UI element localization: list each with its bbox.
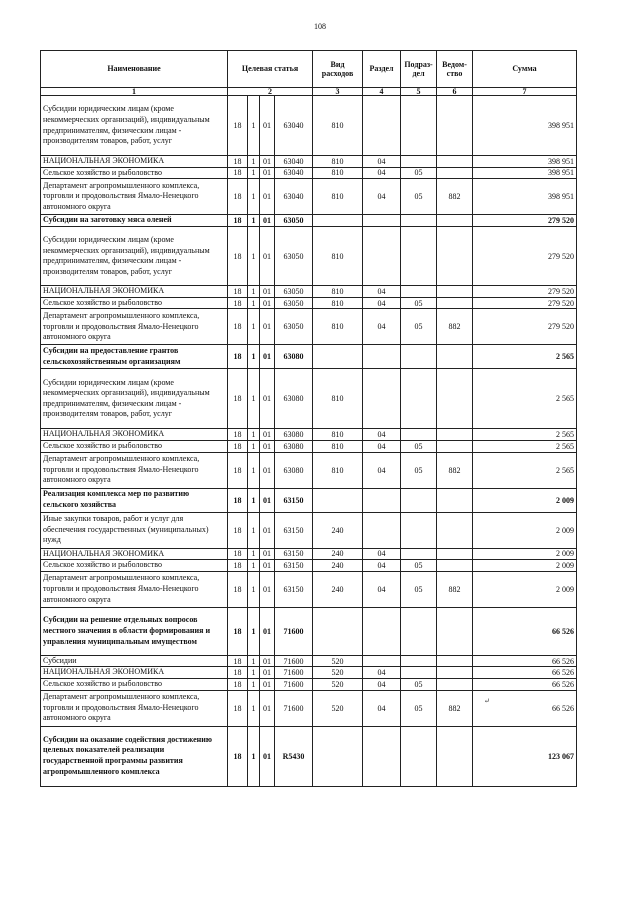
- section-cell: 04: [363, 440, 401, 452]
- target-code-subprogram: 1: [248, 607, 260, 655]
- target-code-subprogram: 1: [248, 452, 260, 488]
- target-code-event: 01: [260, 548, 275, 560]
- target-code-direction: 63040: [275, 179, 313, 215]
- row-name: Сельское хозяйство и рыболовство: [41, 167, 228, 179]
- section-cell: [363, 488, 401, 512]
- department-cell: [437, 440, 473, 452]
- row-name: НАЦИОНАЛЬНАЯ ЭКОНОМИКА: [41, 548, 228, 560]
- target-code-direction: 63080: [275, 452, 313, 488]
- target-code-program: 18: [228, 345, 248, 369]
- target-code-event: 01: [260, 429, 275, 441]
- target-code-direction: 71600: [275, 655, 313, 667]
- table-row: [41, 512, 577, 548]
- target-code-direction: 63150: [275, 488, 313, 512]
- target-code-direction: 63080: [275, 345, 313, 369]
- sum-cell: 2 565: [473, 369, 577, 429]
- sum-cell: 66 526: [473, 667, 577, 679]
- target-code-direction: 63150: [275, 560, 313, 572]
- page-number: 108: [314, 22, 326, 31]
- scan-mark: ↵: [484, 697, 490, 705]
- department-cell: [437, 667, 473, 679]
- target-code-subprogram: 1: [248, 571, 260, 607]
- expense-type-cell: 520: [313, 667, 363, 679]
- row-name: Департамент агропромышленного комплекса, торговли и продовольствия Ямало-Ненецкого автономного округа: [41, 690, 228, 726]
- row-name: Департамент агропромышленного комплекса, торговли и продовольствия Ямало-Ненецкого автономного округа: [41, 179, 228, 215]
- target-code-program: 18: [228, 286, 248, 298]
- section-cell: 04: [363, 167, 401, 179]
- row-name: НАЦИОНАЛЬНАЯ ЭКОНОМИКА: [41, 286, 228, 298]
- expense-type-cell: 520: [313, 690, 363, 726]
- row-name: Субсидии на решение отдельных вопросов местного значения в области формирования и управления муниципальным имуществом: [41, 607, 228, 655]
- section-cell: 04: [363, 156, 401, 168]
- expense-type-cell: [313, 345, 363, 369]
- target-code-direction: 63050: [275, 309, 313, 345]
- table-row: [41, 690, 577, 726]
- table-row: [41, 215, 577, 227]
- header-expense-type: Вид расходов: [313, 51, 363, 88]
- department-cell: [437, 726, 473, 786]
- section-cell: [363, 227, 401, 286]
- expense-type-cell: 810: [313, 156, 363, 168]
- sum-cell: 66 526: [473, 678, 577, 690]
- header-name: Наименование: [41, 51, 228, 88]
- section-cell: [363, 345, 401, 369]
- column-number: 5: [401, 88, 437, 96]
- department-cell: 882: [437, 690, 473, 726]
- subsection-cell: 05: [401, 440, 437, 452]
- sum-cell: 66 526: [473, 690, 577, 726]
- target-code-direction: 71600: [275, 678, 313, 690]
- row-name: Сельское хозяйство и рыболовство: [41, 440, 228, 452]
- department-cell: [437, 429, 473, 441]
- target-code-direction: 63080: [275, 369, 313, 429]
- target-code-subprogram: 1: [248, 690, 260, 726]
- table-row: [41, 96, 577, 156]
- target-code-subprogram: 1: [248, 726, 260, 786]
- expense-type-cell: 520: [313, 678, 363, 690]
- target-code-event: 01: [260, 179, 275, 215]
- subsection-cell: [401, 345, 437, 369]
- section-cell: [363, 655, 401, 667]
- department-cell: 882: [437, 309, 473, 345]
- sum-cell: 398 951: [473, 167, 577, 179]
- sum-cell: 2 009: [473, 560, 577, 572]
- expense-type-cell: 810: [313, 429, 363, 441]
- subsection-cell: [401, 667, 437, 679]
- sum-cell: 279 520: [473, 297, 577, 309]
- column-number: 6: [437, 88, 473, 96]
- subsection-cell: 05: [401, 179, 437, 215]
- target-code-event: 01: [260, 726, 275, 786]
- department-cell: 882: [437, 571, 473, 607]
- table-row: [41, 167, 577, 179]
- row-name: Субсидии на оказание содействия достижению целевых показателей реализации государственной программы развития агропромышленного комплекса: [41, 726, 228, 786]
- target-code-program: 18: [228, 227, 248, 286]
- subsection-cell: 05: [401, 297, 437, 309]
- target-code-event: 01: [260, 512, 275, 548]
- target-code-direction: 63040: [275, 156, 313, 168]
- table-row: [41, 440, 577, 452]
- section-cell: 04: [363, 667, 401, 679]
- row-name: НАЦИОНАЛЬНАЯ ЭКОНОМИКА: [41, 667, 228, 679]
- expense-type-cell: 810: [313, 96, 363, 156]
- subsection-cell: 05: [401, 678, 437, 690]
- target-code-event: 01: [260, 345, 275, 369]
- table-row: [41, 607, 577, 655]
- sum-cell: 2 565: [473, 429, 577, 441]
- budget-table: [40, 50, 577, 787]
- target-code-event: 01: [260, 678, 275, 690]
- subsection-cell: 05: [401, 571, 437, 607]
- column-number-row: [41, 88, 577, 96]
- table-row: [41, 667, 577, 679]
- sum-cell: 2 009: [473, 512, 577, 548]
- sum-cell: 66 526: [473, 607, 577, 655]
- department-cell: [437, 297, 473, 309]
- table-row: [41, 286, 577, 298]
- target-code-event: 01: [260, 607, 275, 655]
- header-department: Ведом-ство: [437, 51, 473, 88]
- target-code-program: 18: [228, 156, 248, 168]
- department-cell: [437, 655, 473, 667]
- subsection-cell: [401, 215, 437, 227]
- target-code-program: 18: [228, 488, 248, 512]
- section-cell: 04: [363, 548, 401, 560]
- table-row: [41, 429, 577, 441]
- target-code-event: 01: [260, 286, 275, 298]
- target-code-program: 18: [228, 440, 248, 452]
- subsection-cell: 05: [401, 167, 437, 179]
- target-code-subprogram: 1: [248, 227, 260, 286]
- column-number: 2: [228, 88, 313, 96]
- column-number: 3: [313, 88, 363, 96]
- table-row: [41, 548, 577, 560]
- target-code-program: 18: [228, 655, 248, 667]
- section-cell: 04: [363, 297, 401, 309]
- sum-cell: 66 526: [473, 655, 577, 667]
- expense-type-cell: [313, 607, 363, 655]
- row-name: Субсидии на предоставление грантов сельскохозяйственным организациям: [41, 345, 228, 369]
- target-code-event: 01: [260, 667, 275, 679]
- table-row: [41, 369, 577, 429]
- subsection-cell: [401, 488, 437, 512]
- target-code-program: 18: [228, 690, 248, 726]
- expense-type-cell: 810: [313, 440, 363, 452]
- target-code-direction: 71600: [275, 667, 313, 679]
- expense-type-cell: 810: [313, 227, 363, 286]
- table-row: [41, 345, 577, 369]
- target-code-subprogram: 1: [248, 297, 260, 309]
- department-cell: [437, 215, 473, 227]
- section-cell: 04: [363, 560, 401, 572]
- target-code-subprogram: 1: [248, 309, 260, 345]
- subsection-cell: [401, 548, 437, 560]
- sum-cell: 279 520: [473, 215, 577, 227]
- header-sum: Сумма: [473, 51, 577, 88]
- target-code-subprogram: 1: [248, 678, 260, 690]
- sum-cell: 123 067: [473, 726, 577, 786]
- target-code-subprogram: 1: [248, 488, 260, 512]
- target-code-direction: 63040: [275, 96, 313, 156]
- subsection-cell: [401, 286, 437, 298]
- section-cell: 04: [363, 452, 401, 488]
- expense-type-cell: 520: [313, 655, 363, 667]
- target-code-subprogram: 1: [248, 655, 260, 667]
- table-row: [41, 560, 577, 572]
- section-cell: 04: [363, 286, 401, 298]
- sum-cell: 2 009: [473, 488, 577, 512]
- section-cell: [363, 369, 401, 429]
- target-code-direction: 63050: [275, 227, 313, 286]
- department-cell: [437, 227, 473, 286]
- expense-type-cell: 240: [313, 560, 363, 572]
- target-code-program: 18: [228, 560, 248, 572]
- department-cell: [437, 607, 473, 655]
- sum-cell: 279 520: [473, 309, 577, 345]
- expense-type-cell: 810: [313, 297, 363, 309]
- target-code-event: 01: [260, 167, 275, 179]
- table-row: [41, 179, 577, 215]
- target-code-program: 18: [228, 512, 248, 548]
- target-code-program: 18: [228, 548, 248, 560]
- target-code-subprogram: 1: [248, 440, 260, 452]
- row-name: Сельское хозяйство и рыболовство: [41, 678, 228, 690]
- target-code-direction: 63040: [275, 167, 313, 179]
- section-cell: 04: [363, 678, 401, 690]
- section-cell: [363, 512, 401, 548]
- expense-type-cell: 240: [313, 548, 363, 560]
- target-code-direction: 63150: [275, 571, 313, 607]
- subsection-cell: [401, 726, 437, 786]
- target-code-event: 01: [260, 452, 275, 488]
- row-name: Реализация комплекса мер по развитию сельского хозяйства: [41, 488, 228, 512]
- target-code-event: 01: [260, 690, 275, 726]
- target-code-event: 01: [260, 488, 275, 512]
- target-code-event: 01: [260, 297, 275, 309]
- target-code-direction: 63150: [275, 512, 313, 548]
- department-cell: [437, 345, 473, 369]
- expense-type-cell: 810: [313, 309, 363, 345]
- row-name: НАЦИОНАЛЬНАЯ ЭКОНОМИКА: [41, 156, 228, 168]
- table-header-row: [41, 51, 577, 88]
- target-code-program: 18: [228, 571, 248, 607]
- expense-type-cell: [313, 726, 363, 786]
- row-name: Департамент агропромышленного комплекса, торговли и продовольствия Ямало-Ненецкого автономного округа: [41, 452, 228, 488]
- section-cell: 04: [363, 429, 401, 441]
- department-cell: [437, 286, 473, 298]
- subsection-cell: [401, 655, 437, 667]
- target-code-event: 01: [260, 156, 275, 168]
- target-code-subprogram: 1: [248, 345, 260, 369]
- expense-type-cell: 810: [313, 286, 363, 298]
- table-row: [41, 156, 577, 168]
- table-row: [41, 488, 577, 512]
- target-code-event: 01: [260, 560, 275, 572]
- target-code-direction: 63080: [275, 429, 313, 441]
- department-cell: [437, 512, 473, 548]
- section-cell: 04: [363, 690, 401, 726]
- expense-type-cell: [313, 215, 363, 227]
- department-cell: [437, 369, 473, 429]
- subsection-cell: [401, 156, 437, 168]
- column-number: 7: [473, 88, 577, 96]
- target-code-subprogram: 1: [248, 512, 260, 548]
- section-cell: [363, 215, 401, 227]
- department-cell: [437, 560, 473, 572]
- department-cell: 882: [437, 179, 473, 215]
- table-row: [41, 726, 577, 786]
- department-cell: [437, 156, 473, 168]
- section-cell: [363, 607, 401, 655]
- target-code-program: 18: [228, 96, 248, 156]
- sum-cell: 279 520: [473, 227, 577, 286]
- sum-cell: 398 951: [473, 179, 577, 215]
- target-code-program: 18: [228, 726, 248, 786]
- target-code-program: 18: [228, 167, 248, 179]
- table-row: [41, 297, 577, 309]
- sum-cell: 2 009: [473, 571, 577, 607]
- row-name: Департамент агропромышленного комплекса, торговли и продовольствия Ямало-Ненецкого автономного округа: [41, 309, 228, 345]
- subsection-cell: [401, 429, 437, 441]
- expense-type-cell: 810: [313, 179, 363, 215]
- subsection-cell: 05: [401, 452, 437, 488]
- subsection-cell: 05: [401, 690, 437, 726]
- target-code-direction: 63080: [275, 440, 313, 452]
- column-number: 1: [41, 88, 228, 96]
- target-code-subprogram: 1: [248, 667, 260, 679]
- row-name: Сельское хозяйство и рыболовство: [41, 560, 228, 572]
- target-code-program: 18: [228, 429, 248, 441]
- table-row: [41, 227, 577, 286]
- target-code-program: 18: [228, 297, 248, 309]
- row-name: Субсидии юридическим лицам (кроме некоммерческих организаций), индивидуальным предпринимателям, физическим лицам - производителям товаров, работ, услуг: [41, 369, 228, 429]
- row-name: Субсидии юридическим лицам (кроме некоммерческих организаций), индивидуальным предпринимателям, физическим лицам - производителям товаров, работ, услуг: [41, 227, 228, 286]
- target-code-event: 01: [260, 655, 275, 667]
- target-code-subprogram: 1: [248, 369, 260, 429]
- department-cell: 882: [437, 452, 473, 488]
- target-code-direction: 71600: [275, 607, 313, 655]
- row-name: Иные закупки товаров, работ и услуг для обеспечения государственных (муниципальных) нужд: [41, 512, 228, 548]
- row-name: Субсидии юридическим лицам (кроме некоммерческих организаций), индивидуальным предпринимателям, физическим лицам - производителям товаров, работ, услуг: [41, 96, 228, 156]
- target-code-program: 18: [228, 309, 248, 345]
- target-code-direction: 63150: [275, 548, 313, 560]
- target-code-event: 01: [260, 571, 275, 607]
- header-target-article: Целевая статья: [228, 51, 313, 88]
- column-number: 4: [363, 88, 401, 96]
- row-name: Субсидии на заготовку мяса оленей: [41, 215, 228, 227]
- table-body: [41, 96, 577, 787]
- subsection-cell: [401, 227, 437, 286]
- sum-cell: 279 520: [473, 286, 577, 298]
- sum-cell: 2 565: [473, 452, 577, 488]
- target-code-direction: R5430: [275, 726, 313, 786]
- section-cell: 04: [363, 571, 401, 607]
- target-code-subprogram: 1: [248, 156, 260, 168]
- department-cell: [437, 167, 473, 179]
- target-code-direction: 63050: [275, 215, 313, 227]
- target-code-subprogram: 1: [248, 215, 260, 227]
- subsection-cell: 05: [401, 560, 437, 572]
- target-code-program: 18: [228, 452, 248, 488]
- target-code-program: 18: [228, 179, 248, 215]
- expense-type-cell: 810: [313, 369, 363, 429]
- target-code-subprogram: 1: [248, 179, 260, 215]
- target-code-direction: 63050: [275, 286, 313, 298]
- target-code-subprogram: 1: [248, 429, 260, 441]
- target-code-subprogram: 1: [248, 548, 260, 560]
- sum-cell: 2 009: [473, 548, 577, 560]
- expense-type-cell: 810: [313, 167, 363, 179]
- row-name: Сельское хозяйство и рыболовство: [41, 297, 228, 309]
- target-code-event: 01: [260, 227, 275, 286]
- target-code-direction: 63050: [275, 297, 313, 309]
- target-code-subprogram: 1: [248, 167, 260, 179]
- target-code-program: 18: [228, 678, 248, 690]
- department-cell: [437, 678, 473, 690]
- expense-type-cell: 240: [313, 512, 363, 548]
- row-name: НАЦИОНАЛЬНАЯ ЭКОНОМИКА: [41, 429, 228, 441]
- subsection-cell: [401, 96, 437, 156]
- target-code-subprogram: 1: [248, 96, 260, 156]
- header-section: Раздел: [363, 51, 401, 88]
- target-code-event: 01: [260, 369, 275, 429]
- target-code-program: 18: [228, 607, 248, 655]
- subsection-cell: 05: [401, 309, 437, 345]
- expense-type-cell: 240: [313, 571, 363, 607]
- expense-type-cell: 810: [313, 452, 363, 488]
- sum-cell: 398 951: [473, 156, 577, 168]
- expense-type-cell: [313, 488, 363, 512]
- row-name: Субсидии: [41, 655, 228, 667]
- target-code-subprogram: 1: [248, 560, 260, 572]
- sum-cell: 2 565: [473, 345, 577, 369]
- section-cell: [363, 96, 401, 156]
- table-row: [41, 571, 577, 607]
- row-name: Департамент агропромышленного комплекса, торговли и продовольствия Ямало-Ненецкого автономного округа: [41, 571, 228, 607]
- table-row: [41, 452, 577, 488]
- target-code-program: 18: [228, 667, 248, 679]
- department-cell: [437, 548, 473, 560]
- target-code-event: 01: [260, 440, 275, 452]
- section-cell: 04: [363, 179, 401, 215]
- target-code-event: 01: [260, 215, 275, 227]
- section-cell: 04: [363, 309, 401, 345]
- table-row: [41, 309, 577, 345]
- sum-cell: 2 565: [473, 440, 577, 452]
- sum-cell: 398 951: [473, 96, 577, 156]
- target-code-program: 18: [228, 369, 248, 429]
- table-row: [41, 655, 577, 667]
- target-code-event: 01: [260, 309, 275, 345]
- subsection-cell: [401, 369, 437, 429]
- target-code-event: 01: [260, 96, 275, 156]
- table-row: [41, 678, 577, 690]
- department-cell: [437, 488, 473, 512]
- target-code-direction: 71600: [275, 690, 313, 726]
- section-cell: [363, 726, 401, 786]
- target-code-program: 18: [228, 215, 248, 227]
- subsection-cell: [401, 512, 437, 548]
- target-code-subprogram: 1: [248, 286, 260, 298]
- department-cell: [437, 96, 473, 156]
- header-subsection: Подраз-дел: [401, 51, 437, 88]
- subsection-cell: [401, 607, 437, 655]
